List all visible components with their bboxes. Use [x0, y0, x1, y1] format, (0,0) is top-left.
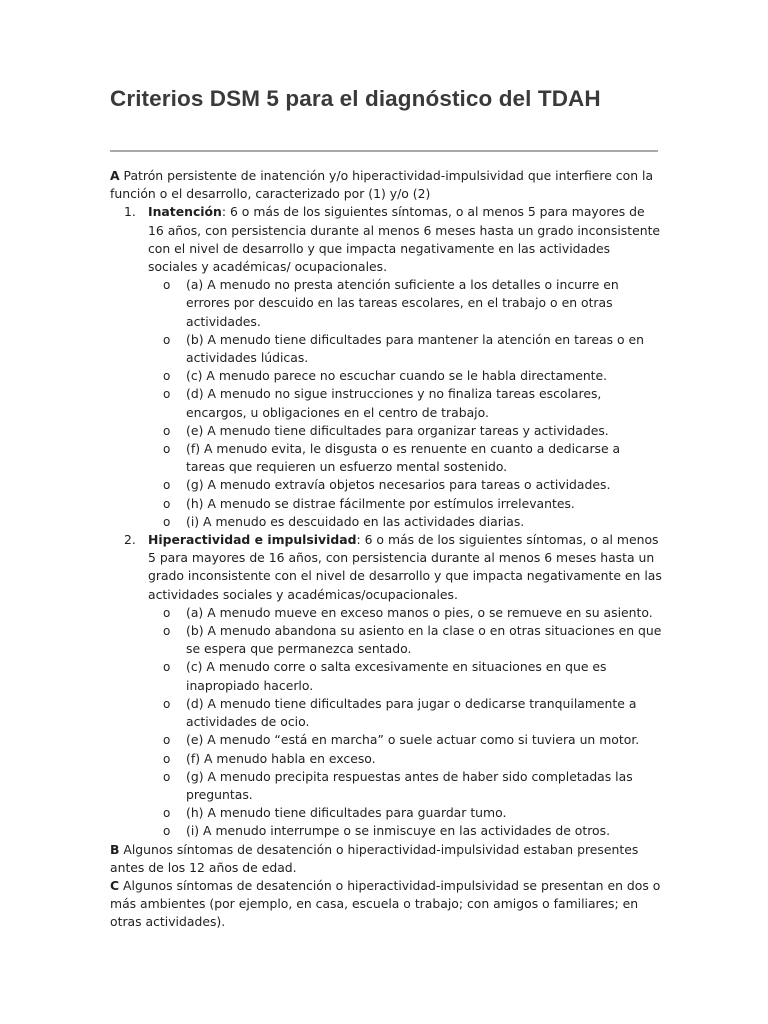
symptom-item	[148, 804, 662, 822]
symptom-item	[148, 731, 662, 749]
symptom-list-inattention	[148, 276, 662, 531]
symptom-text: (a) A menudo no presta atención suficiente a los detalles o incurre en errores por descuido en las tareas escolares, en el trabajo o en otras actividades.	[186, 277, 619, 329]
symptom-item	[148, 495, 662, 513]
hollow-bullet-icon: o	[163, 624, 171, 639]
criterion-a	[110, 167, 662, 203]
symptom-text: (f) A menudo evita, le disgusta o es renuente en cuanto a dedicarse a tareas que requieren un esfuerzo mental sostenido.	[186, 441, 621, 475]
criterion-a-text: Patrón persistente de inatención y/o hiperactividad-impulsividad que interfiere con la función o el desarrollo, caracterizado por (1) y/o (2)	[110, 168, 654, 202]
symptom-item	[148, 604, 662, 622]
symptom-list-hyperactivity	[148, 604, 662, 841]
criteria-list	[110, 203, 662, 840]
symptom-text: (b) A menudo tiene dificultades para mantener la atención en tareas o en actividades lúdicas.	[186, 331, 644, 366]
document-body	[110, 167, 662, 932]
criterion-b-text: Algunos síntomas de desatención o hiperactividad-impulsividad estaban presentes antes de los 12 años de edad.	[110, 841, 639, 875]
hollow-bullet-icon: o	[163, 332, 171, 347]
symptom-text: (d) A menudo no sigue instrucciones y no finaliza tareas escolares, encargos, u obligaciones en el centro de trabajo.	[186, 386, 602, 420]
criterion-heading: Hiperactividad e impulsividad	[148, 532, 357, 548]
symptom-item	[148, 695, 662, 731]
hollow-bullet-icon: o	[163, 696, 171, 711]
criterion-b-letter: B	[110, 841, 120, 857]
symptom-text: (b) A menudo abandona su asiento en la clase o en otras situaciones en que se espera que permanezca sentado.	[186, 623, 662, 657]
hollow-bullet-icon: o	[163, 751, 171, 766]
criterion-c	[110, 877, 662, 932]
symptom-item	[148, 276, 662, 331]
symptom-item	[148, 622, 662, 658]
symptom-item	[148, 385, 662, 421]
symptom-text: (c) A menudo parece no escuchar cuando se le habla directamente.	[186, 368, 608, 384]
symptom-text: (d) A menudo tiene dificultades para jugar o dedicarse tranquilamente a actividades de ocio.	[186, 695, 637, 730]
hollow-bullet-icon: o	[163, 806, 171, 821]
title-divider	[110, 150, 658, 152]
hollow-bullet-icon: o	[163, 824, 171, 839]
symptom-text: (i) A menudo interrumpe o se inmiscuye en las actividades de otros.	[186, 823, 611, 839]
hollow-bullet-icon: o	[163, 496, 171, 511]
criterion-number: 2.	[124, 532, 136, 548]
criterion-c-letter: C	[110, 877, 120, 893]
symptom-item	[148, 367, 662, 385]
hollow-bullet-icon: o	[163, 369, 171, 384]
hollow-bullet-icon: o	[163, 387, 171, 402]
symptom-text: (a) A menudo mueve en exceso manos o pies, o se remueve en su asiento.	[186, 604, 653, 620]
hollow-bullet-icon: o	[163, 605, 171, 620]
criterion-number: 1.	[124, 204, 136, 220]
symptom-text: (e) A menudo “está en marcha” o suele actuar como si tuviera un motor.	[186, 732, 640, 748]
hollow-bullet-icon: o	[163, 660, 171, 675]
criterion-description: : 6 o más de los siguientes síntomas, o al menos 5 para mayores de 16 años, con persistencia durante al menos 6 meses hasta un grado inconsistente con el nivel de desarrollo y que impacta negativamente en las actividades sociales y académicas/ocupacionales.	[148, 532, 662, 602]
symptom-text: (g) A menudo precipita respuestas antes de haber sido completadas las preguntas.	[186, 768, 633, 802]
symptom-item	[148, 658, 662, 694]
hollow-bullet-icon: o	[163, 733, 171, 748]
hollow-bullet-icon: o	[163, 514, 171, 529]
symptom-item	[148, 750, 662, 768]
symptom-text: (c) A menudo corre o salta excesivamente en situaciones en que es inapropiado hacerlo.	[186, 659, 607, 693]
symptom-text: (g) A menudo extravía objetos necesarios para tareas o actividades.	[186, 477, 611, 493]
symptom-text: (h) A menudo tiene dificultades para guardar tumo.	[186, 805, 507, 821]
symptom-text: (f) A menudo habla en exceso.	[186, 750, 376, 766]
symptom-item	[148, 331, 662, 367]
symptom-text: (h) A menudo se distrae fácilmente por estímulos irrelevantes.	[186, 495, 575, 511]
criterion-c-text: Algunos síntomas de desatención o hiperactividad-impulsividad se presentan en dos o más ambientes (por ejemplo, en casa, escuela o trabajo; con amigos o familiares; en otras actividades).	[110, 877, 661, 930]
hollow-bullet-icon: o	[163, 278, 171, 293]
hollow-bullet-icon: o	[163, 478, 171, 493]
symptom-item	[148, 440, 662, 476]
criterion-heading: Inatención	[148, 204, 222, 220]
symptom-text: (e) A menudo tiene dificultades para organizar tareas y actividades.	[186, 422, 609, 438]
symptom-item	[148, 768, 662, 804]
criterion-inattention	[110, 203, 662, 531]
hollow-bullet-icon: o	[163, 423, 171, 438]
symptom-item	[148, 422, 662, 440]
hollow-bullet-icon: o	[163, 769, 171, 784]
criterion-a-letter: A	[110, 168, 120, 183]
criterion-description: : 6 o más de los siguientes síntomas, o al menos 5 para mayores de 16 años, con persistencia durante al menos 6 meses hasta un grado inconsistente con el nivel de desarrollo y que impacta negativamente en las actividades sociales y académicas/ ocupacionales.	[148, 204, 661, 275]
criterion-hyperactivity	[110, 531, 662, 840]
criterion-b	[110, 841, 662, 877]
symptom-text: (i) A menudo es descuidado en las actividades diarias.	[186, 513, 525, 529]
hollow-bullet-icon: o	[163, 442, 171, 457]
page-title: Criterios DSM 5 para el diagnóstico del TDAH	[110, 86, 601, 111]
symptom-item	[148, 513, 662, 531]
symptom-item	[148, 822, 662, 840]
symptom-item	[148, 476, 662, 494]
